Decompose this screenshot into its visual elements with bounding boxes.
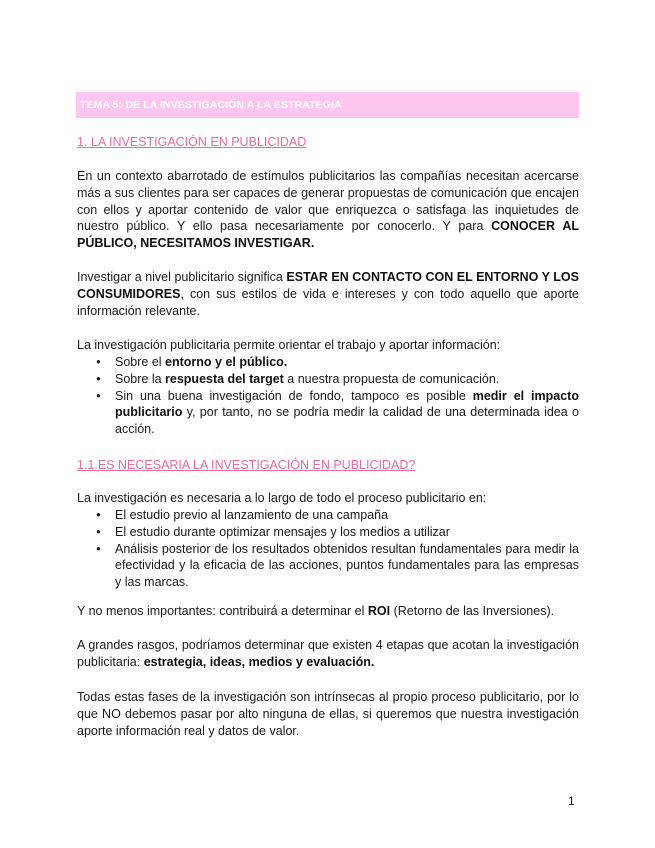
list-item: ● El estudio durante optimizar mensajes y los medios a utilizar (77, 524, 579, 541)
paragraph-stages (77, 637, 579, 671)
paragraph-contact-text-1: Investigar a nivel publicitario significa (77, 270, 287, 284)
paragraph-roi-text-2: (Retorno de las Inversiones). (390, 604, 555, 618)
paragraph-stages-text: A grandes rasgos, podríamos determinar que existen 4 etapas que acotan la investigación publicitaria: (77, 638, 579, 669)
title-banner (76, 92, 579, 118)
page-number: 1 (568, 794, 575, 808)
paragraph-orient: La investigación publicitaria permite orientar el trabajo y aportar información: (77, 338, 501, 352)
list-item (77, 388, 579, 438)
list-item (77, 354, 579, 371)
paragraph-roi-bold: ROI (367, 604, 391, 618)
paragraph-stages-bold: estrategia, ideas, medios y evaluación. (143, 654, 375, 669)
paragraph-intro-bold: CONOCER AL PÚBLICO, NECESITAMOS INVESTIGAR. (77, 219, 579, 251)
paragraph-intro (77, 168, 579, 252)
list-item: ● El estudio previo al lanzamiento de una campaña (77, 507, 579, 524)
list-item (77, 371, 579, 388)
paragraph-contact (77, 269, 579, 319)
list-item: ● Análisis posterior de los resultados obtenidos resultan fundamentales para medir la efectividad y la eficacia de las acciones, puntos fundamentales para las empresas y las marcas. (77, 541, 579, 591)
paragraph-roi (77, 603, 579, 620)
section-heading-1-1: 1.1.ES NECESARIA LA INVESTIGACIÓN EN PUBLICIDAD? (77, 458, 416, 472)
bullet-list-2 (77, 507, 579, 591)
paragraph-closing: Todas estas fases de la investigación son intrínsecas al propio proceso publicitario, por lo que NO debemos pasar por alto ninguna de ellas, si queremos que nuestra investigación aporte información real y datos de valor. (77, 690, 579, 738)
section-heading-1: 1. LA INVESTIGACIÓN EN PUBLICIDAD (77, 135, 307, 149)
bullet-bold: medir el impacto publicitario (115, 388, 579, 420)
paragraph-intro-text: En un contexto abarrotado de estímulos publicitarios las compañías necesitan acercarse más a sus clientes para ser capaces de generar propuestas de comunicación que encajen con ellos y aportar contenido de valor que enriquezca o satisfaga las inquietudes de nuestro público. Y ello pasa necesariamente por conocerlo. Y para (77, 169, 579, 234)
paragraph-contact-bold: ESTAR EN CONTACTO CON EL ENTORNO Y LOS CONSUMIDORES (77, 270, 579, 301)
bullet-text: Sobre el (115, 355, 166, 369)
bullet-text: Sobre la (115, 371, 166, 386)
paragraph-contact-text-2: , con sus estilos de vida e intereses y con todo aquello que aporte información relevante. (77, 286, 579, 318)
paragraph-necessary: La investigación es necesaria a lo largo de todo el proceso publicitario en: (77, 491, 487, 505)
bullet-text: y, por tanto, no se podría medir la calidad de una determinada idea o acción. (115, 405, 579, 437)
paragraph-roi-text-1: Y no menos importantes: contribuirá a determinar el (77, 604, 368, 618)
bullet-text: Sin una buena investigación de fondo, tampoco es posible (115, 388, 473, 403)
page-title: TEMA 5: DE LA INVESTIGACIÓN A LA ESTRATEGIA (80, 99, 342, 111)
bullet-list-1 (77, 354, 579, 438)
bullet-bold: entorno y el público. (165, 355, 288, 369)
bullet-bold: respuesta del target (165, 371, 284, 386)
bullet-text: a nuestra propuesta de comunicación. (283, 371, 500, 386)
